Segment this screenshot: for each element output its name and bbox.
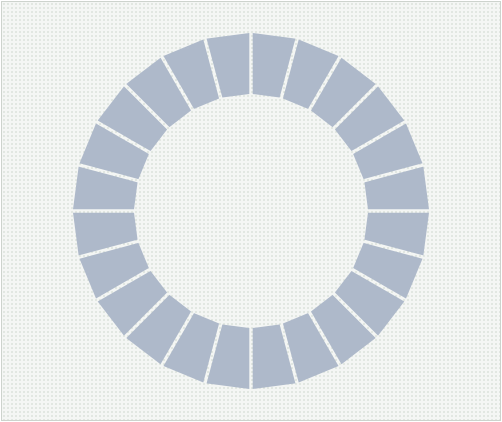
ring-segments (73, 33, 429, 389)
